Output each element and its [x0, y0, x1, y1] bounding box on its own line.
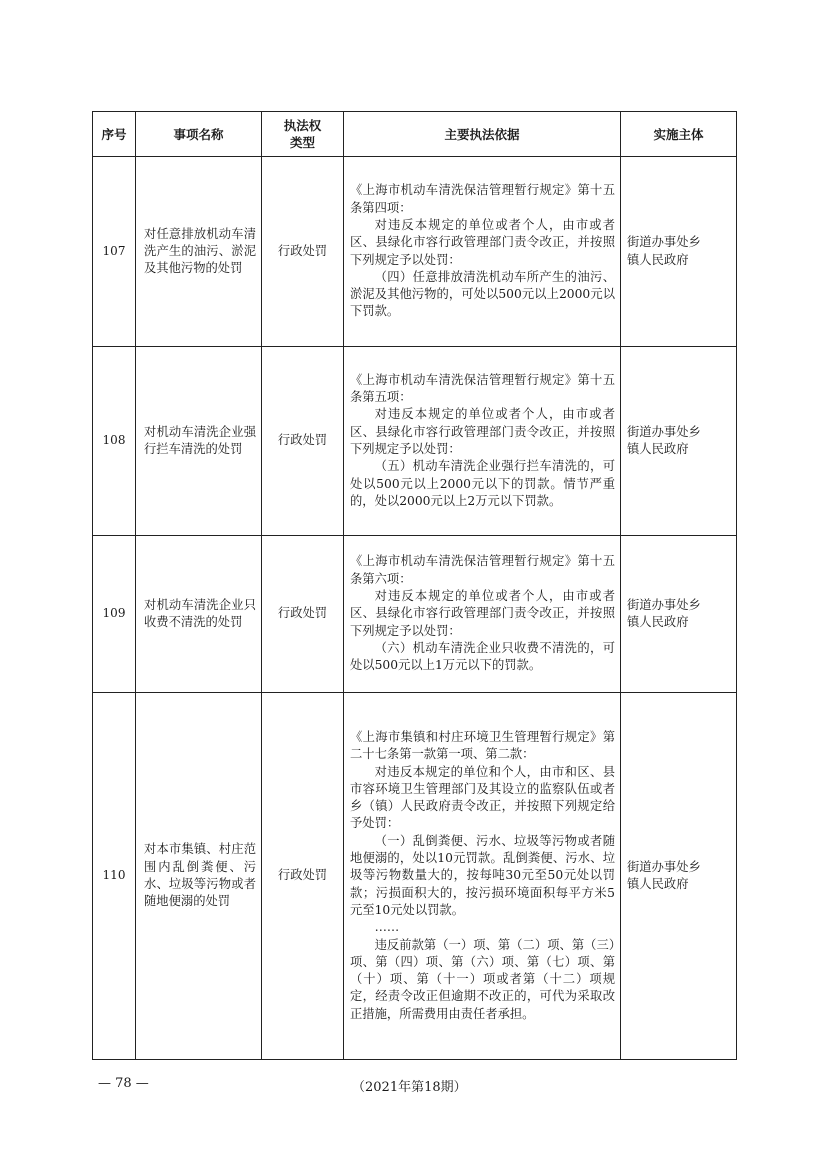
issue-label: （2021年第18期）	[352, 1080, 467, 1095]
header-basis: 主要执法依据	[344, 112, 621, 157]
basis-paragraph: 对违反本规定的单位或者个人，由市或者区、县绿化市容行政管理部门责令改正，并按照下列规定予以处罚：	[350, 589, 615, 638]
header-type	[262, 112, 344, 157]
basis-paragraph: 对违反本规定的单位或者个人，由市或者区、县绿化市容行政管理部门责令改正，并按照下列规定予以处罚：	[350, 407, 615, 456]
row-legal-basis	[344, 693, 621, 1060]
row-legal-basis	[344, 347, 621, 536]
row-enforcement-type: 行政处罚	[262, 157, 344, 347]
basis-paragraph: 《上海市机动车清洗保洁管理暂行规定》第十五条第五项：	[350, 372, 615, 405]
basis-paragraph: 《上海市机动车清洗保洁管理暂行规定》第十五条第六项：	[350, 554, 615, 586]
basis-paragraph: （六）机动车清洗企业只收费不清洗的，可处以500元以上1万元以下的罚款。	[350, 640, 615, 673]
table-row	[93, 157, 737, 347]
table-row	[93, 693, 737, 1060]
header-index: 序号	[93, 112, 136, 157]
subject-text: 街道办事处乡镇人民政府	[627, 424, 701, 456]
header-name: 事项名称	[136, 112, 262, 157]
row-index: 107	[93, 157, 136, 347]
basis-paragraph: 《上海市机动车清洗保洁管理暂行规定》第十五条第四项：	[350, 183, 615, 215]
row-index: 110	[93, 693, 136, 1060]
row-enforcement-type: 行政处罚	[262, 347, 344, 536]
header-subject: 实施主体	[621, 112, 737, 157]
subject-text: 街道办事处乡镇人民政府	[627, 859, 701, 891]
row-enforcement-type: 行政处罚	[262, 693, 344, 1060]
row-index: 108	[93, 347, 136, 536]
subject-text: 街道办事处乡镇人民政府	[627, 597, 701, 629]
row-implementing-body	[621, 347, 737, 536]
row-item-name: 对任意排放机动车清洗产生的油污、淤泥及其他污物的处罚	[136, 157, 262, 347]
basis-paragraph: 《上海市集镇和村庄环境卫生管理暂行规定》第二十七条第一款第一项、第二款：	[350, 729, 615, 762]
row-legal-basis	[344, 157, 621, 347]
table-row	[93, 536, 737, 693]
row-implementing-body	[621, 157, 737, 347]
header-type-label: 执法权类型	[283, 118, 322, 150]
row-implementing-body	[621, 536, 737, 693]
table-row	[93, 347, 737, 536]
basis-paragraph: 对违反本规定的单位或者个人，由市或者区、县绿化市容行政管理部门责令改正，并按照下列规定予以处罚：	[350, 217, 615, 267]
row-implementing-body	[621, 693, 737, 1060]
basis-paragraph: （一）乱倒粪便、污水、垃圾等污物或者随地便溺的，处以10元罚款。乱倒粪便、污水、垃圾等污物数量大的，按每吨30元至50元处以罚款；污损面积大的，按污损环境面积每平方米5元至10元处以罚款。	[350, 833, 615, 917]
row-item-name: 对机动车清洗企业强行拦车清洗的处罚	[136, 347, 262, 536]
basis-paragraph: 对违反本规定的单位和个人，由市和区、县市容环境卫生管理部门及其设立的监察队伍或者乡（镇）人民政府责令改正，并按照下列规定给予处罚：	[350, 764, 615, 831]
subject-text: 街道办事处乡镇人民政府	[627, 235, 701, 267]
basis-ellipsis: ……	[374, 920, 400, 935]
enforcement-items-table	[92, 111, 737, 1060]
document-table-wrapper	[92, 111, 736, 1060]
row-index: 109	[93, 536, 136, 693]
table-header-row	[93, 112, 737, 157]
row-item-name: 对机动车清洗企业只收费不清洗的处罚	[136, 536, 262, 693]
row-legal-basis	[344, 536, 621, 693]
basis-paragraph: 违反前款第（一）项、第（二）项、第（三）项、第（四）项、第（六）项、第（七）项、第（十）项、第（十一）项或者第（十二）项规定，经责令改正但逾期不改正的，可代为采取改正措施，所需费用由责任者承担。	[350, 937, 615, 1021]
row-item-name: 对本市集镇、村庄范围内乱倒粪便、污水、垃圾等污物或者随地便溺的处罚	[136, 693, 262, 1060]
basis-paragraph: （四）任意排放清洗机动车所产生的油污、淤泥及其他污物的，可处以500元以上2000元以下罚款。	[350, 269, 615, 319]
page-number: — 78 —	[98, 1076, 149, 1091]
basis-paragraph: （五）机动车清洗企业强行拦车清洗的，可处以500元以上2000元以下的罚款。情节严重的，处以2000元以上2万元以下罚款。	[350, 459, 615, 508]
row-enforcement-type: 行政处罚	[262, 536, 344, 693]
